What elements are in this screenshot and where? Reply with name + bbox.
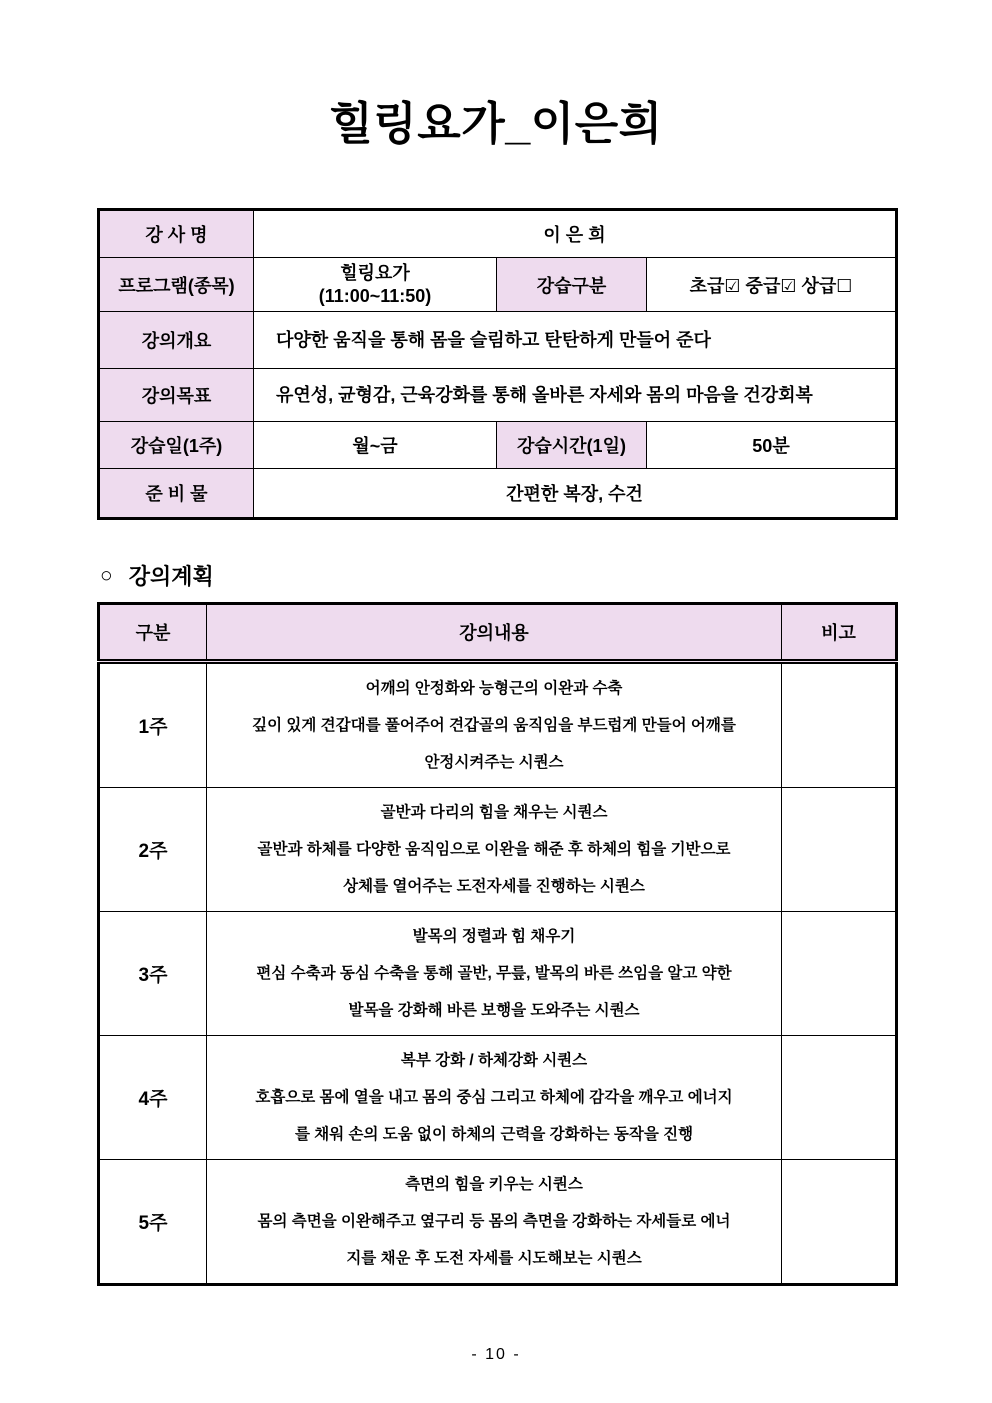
overview-value: 다양한 움직을 통해 몸을 슬림하고 탄탄하게 만들어 준다 (254, 312, 897, 369)
week-note (782, 1036, 897, 1160)
week-label: 3주 (99, 912, 207, 1036)
overview-row (99, 312, 897, 369)
schedule-row (99, 422, 897, 469)
content-line: 깊이 있게 견갑대를 풀어주어 견갑골의 움직임을 부드럽게 만들어 어깨를 (252, 717, 736, 735)
program-name: 힐링요가 (340, 263, 410, 284)
content-line: 편심 수축과 동심 수축을 통해 골반, 무릎, 발목의 바른 쓰임을 알고 약한 (256, 965, 732, 983)
week-label: 1주 (99, 662, 207, 788)
week-note (782, 1160, 897, 1285)
supplies-label: 준 비 물 (99, 469, 254, 519)
goal-value: 유연성, 균형감, 근육강화를 통해 올바른 자세와 몸의 마음을 건강회복 (254, 369, 897, 422)
instructor-value: 이 은 희 (254, 210, 897, 258)
content-line: 골반과 다리의 힘을 채우는 시퀀스 (380, 804, 608, 822)
level-label: 강습구분 (497, 258, 647, 312)
instructor-row (99, 210, 897, 258)
program-time: (11:00~11:50) (318, 285, 432, 306)
content-line: 발목을 강화해 바른 보행을 도와주는 시퀀스 (348, 1002, 640, 1020)
week-label: 2주 (99, 788, 207, 912)
week-content (207, 1036, 782, 1160)
plan-row-week2 (99, 788, 897, 912)
header-content: 강의내용 (207, 604, 782, 662)
plan-header-row (99, 604, 897, 662)
content-line: 지를 채운 후 도전 자세를 시도해보는 시퀀스 (346, 1250, 642, 1268)
content-line: 를 채워 손의 도움 없이 하체의 근력을 강화하는 동작을 진행 (294, 1126, 694, 1144)
content-line: 안정시켜주는 시퀀스 (424, 754, 564, 772)
program-label: 프로그램(종목) (99, 258, 254, 312)
days-value: 월~금 (254, 422, 497, 469)
section-heading-text: 강의계획 (128, 564, 214, 590)
content-line: 골반과 하체를 다양한 움직임으로 이완을 해준 후 하체의 힘을 기반으로 (257, 841, 731, 859)
content-line: 상체를 열어주는 도전자세를 진행하는 시퀀스 (343, 878, 645, 896)
supplies-row (99, 469, 897, 519)
week-content (207, 788, 782, 912)
week-note (782, 788, 897, 912)
section-heading-plan (100, 560, 992, 591)
week-note (782, 912, 897, 1036)
header-week: 구분 (99, 604, 207, 662)
circle-bullet-icon: ○ (100, 563, 113, 587)
content-line: 측면의 힘을 키우는 시퀀스 (405, 1176, 583, 1194)
content-line: 호흡으로 몸에 열을 내고 몸의 중심 그리고 하체에 감각을 깨우고 에너지 (255, 1089, 733, 1107)
content-line: 발목의 정렬과 힘 채우기 (412, 928, 576, 946)
plan-row-week4 (99, 1036, 897, 1160)
content-line: 어깨의 안정화와 능형근의 이완과 수축 (365, 680, 623, 698)
week-content (207, 1160, 782, 1285)
time-label: 강습시간(1일) (497, 422, 647, 469)
page-title: 힐링요가_이은희 (329, 98, 663, 149)
goal-label: 강의목표 (99, 369, 254, 422)
goal-row (99, 369, 897, 422)
week-content (207, 912, 782, 1036)
instructor-label: 강 사 명 (99, 210, 254, 258)
program-value (254, 258, 497, 312)
week-label: 4주 (99, 1036, 207, 1160)
course-info-table (97, 208, 898, 520)
supplies-value: 간편한 복장, 수건 (254, 469, 897, 519)
lecture-plan-table (97, 602, 898, 1286)
plan-row-week1 (99, 662, 897, 788)
content-line: 몸의 측면을 이완해주고 옆구리 등 몸의 측면을 강화하는 자세들로 에너 (257, 1213, 731, 1231)
week-note (782, 662, 897, 788)
time-value: 50분 (647, 422, 897, 469)
week-label: 5주 (99, 1160, 207, 1285)
program-row (99, 258, 897, 312)
page-number: - 10 - (471, 1346, 521, 1363)
plan-row-week3 (99, 912, 897, 1036)
week-content (207, 662, 782, 788)
overview-label: 강의개요 (99, 312, 254, 369)
level-value: 초급☑ 중급☑ 상급☐ (647, 258, 897, 312)
content-line: 복부 강화 / 하체강화 시퀀스 (400, 1052, 588, 1070)
days-label: 강습일(1주) (99, 422, 254, 469)
header-note: 비고 (782, 604, 897, 662)
plan-row-week5 (99, 1160, 897, 1285)
